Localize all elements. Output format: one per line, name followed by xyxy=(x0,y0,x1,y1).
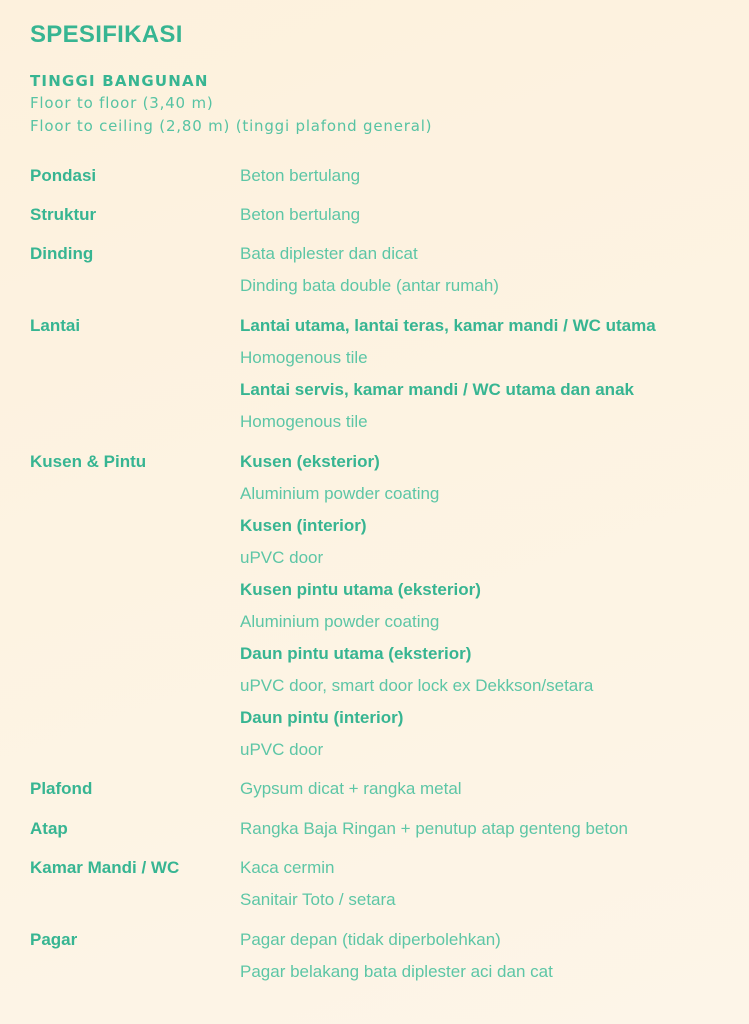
building-height-line: Floor to floor (3,40 m) xyxy=(30,94,214,112)
spec-value: Homogenous tile xyxy=(240,412,368,431)
spec-values xyxy=(240,199,360,231)
spec-values xyxy=(240,238,499,302)
spec-subheading: Kusen (interior) xyxy=(240,516,367,535)
spec-value: Aluminium powder coating xyxy=(240,612,440,631)
spec-value: Pagar belakang bata diplester aci dan cat xyxy=(240,962,553,981)
spec-label: Pondasi xyxy=(30,166,97,185)
spec-label: Pagar xyxy=(30,930,78,949)
spec-value: Pagar depan (tidak diperbolehkan) xyxy=(240,930,501,949)
spec-value: uPVC door xyxy=(240,548,324,567)
spec-value: Bata diplester dan dicat xyxy=(240,244,418,263)
spec-value: Kaca cermin xyxy=(240,858,335,877)
spec-value: Beton bertulang xyxy=(240,166,361,185)
spec-values xyxy=(240,310,656,438)
spec-values xyxy=(240,852,396,916)
spec-values xyxy=(240,160,360,192)
spec-label: Kusen & Pintu xyxy=(30,452,147,471)
spec-value: Rangka Baja Ringan + penutup atap genteng beton xyxy=(240,819,629,838)
spec-subheading: Lantai servis, kamar mandi / WC utama dan anak xyxy=(240,380,634,399)
spec-label: Plafond xyxy=(30,779,93,798)
spec-subheading: Lantai utama, lantai teras, kamar mandi / WC utama xyxy=(240,316,656,335)
spec-subheading: Kusen (eksterior) xyxy=(240,452,380,471)
spec-label: Dinding xyxy=(30,244,94,263)
page-title: SPESIFIKASI xyxy=(30,21,183,48)
spec-value: Gypsum dicat + rangka metal xyxy=(240,779,462,798)
spec-subheading: Daun pintu utama (eksterior) xyxy=(240,644,472,663)
spec-value: Beton bertulang xyxy=(240,205,361,224)
spec-label: Lantai xyxy=(30,316,81,335)
spec-label: Kamar Mandi / WC xyxy=(30,858,180,877)
building-height-section xyxy=(30,70,432,138)
spec-value: Homogenous tile xyxy=(240,348,368,367)
spec-value: uPVC door, smart door lock ex Dekkson/setara xyxy=(240,676,594,695)
spec-subheading: Daun pintu (interior) xyxy=(240,708,404,727)
spec-subheading: Kusen pintu utama (eksterior) xyxy=(240,580,481,599)
spec-value: uPVC door xyxy=(240,740,324,759)
spec-value: Aluminium powder coating xyxy=(240,484,440,503)
spec-label: Struktur xyxy=(30,205,97,224)
spec-value: Dinding bata double (antar rumah) xyxy=(240,276,499,295)
spec-values xyxy=(240,446,593,766)
building-height-line: Floor to ceiling (2,80 m) (tinggi plafond general) xyxy=(30,117,433,135)
spec-values xyxy=(240,813,628,845)
spec-values xyxy=(240,773,462,805)
building-height-heading: TINGGI BANGUNAN xyxy=(30,72,209,90)
spec-value: Sanitair Toto / setara xyxy=(240,890,396,909)
spec-label: Atap xyxy=(30,819,68,838)
spec-values xyxy=(240,924,553,988)
